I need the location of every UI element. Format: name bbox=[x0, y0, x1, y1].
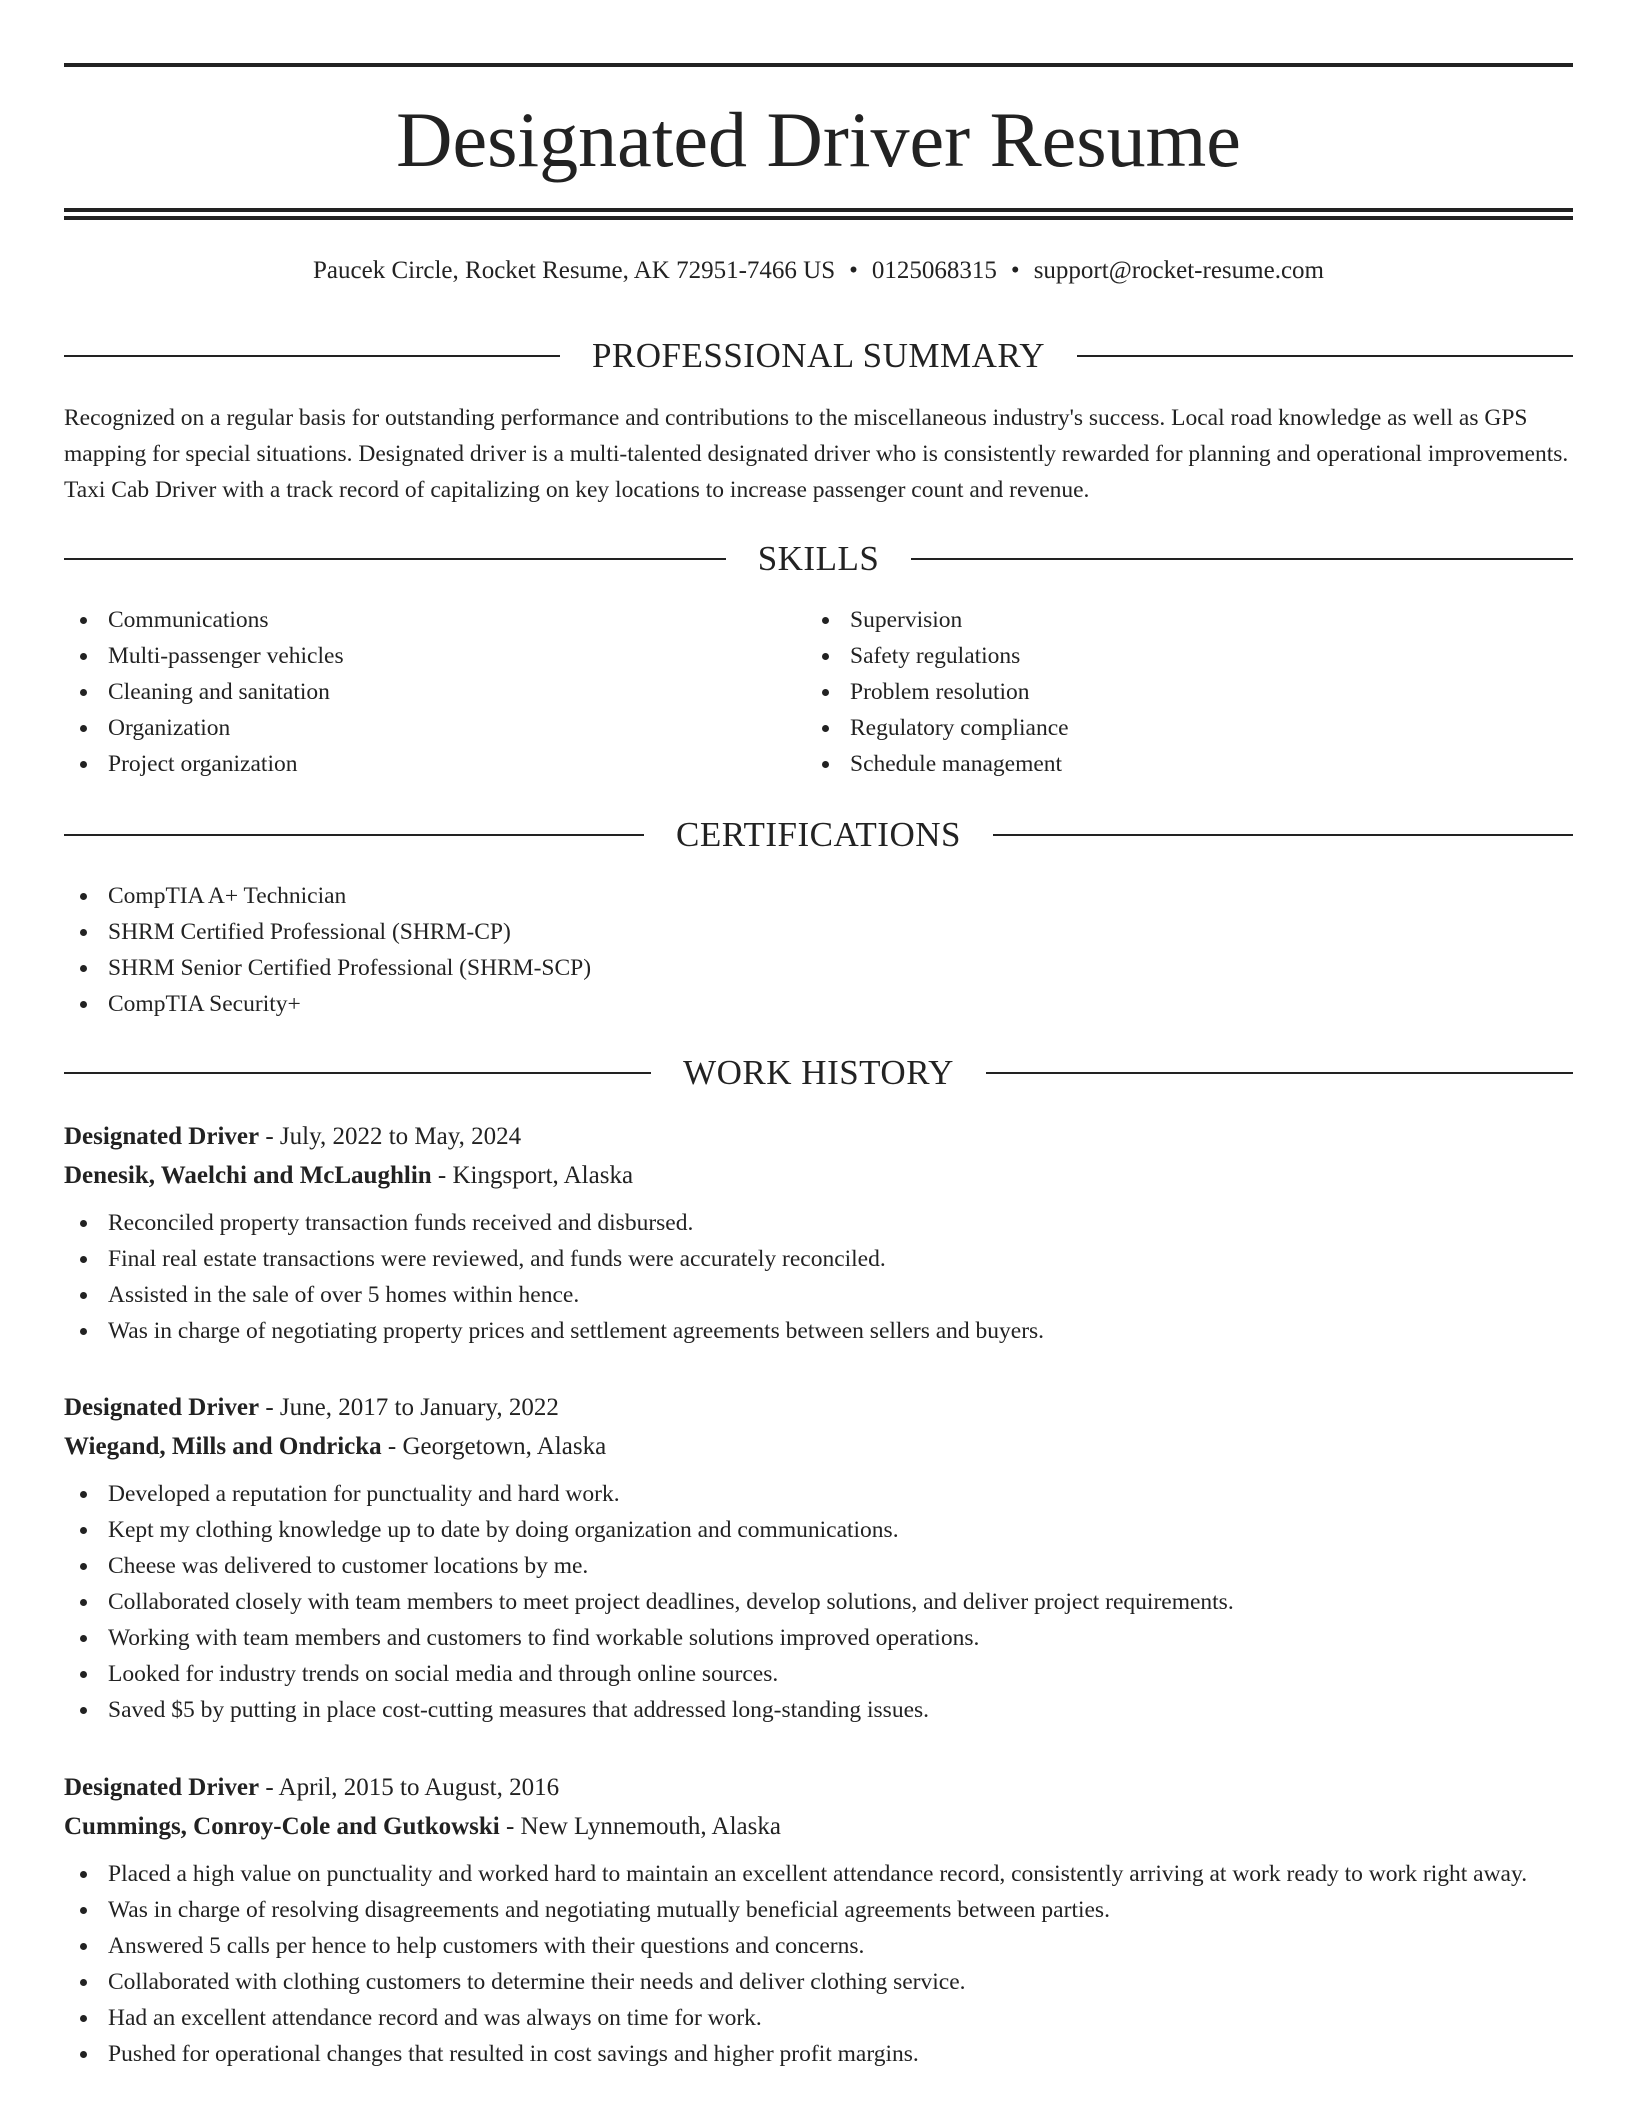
job-company-line bbox=[64, 1807, 1573, 1846]
job-title: Designated Driver bbox=[64, 1774, 260, 1801]
certification-item: SHRM Senior Certified Professional (SHRM-SCP) bbox=[64, 950, 1573, 986]
job-bullet: Final real estate transactions were reviewed, and funds were accurately reconciled. bbox=[64, 1241, 1573, 1277]
skill-item: Multi-passenger vehicles bbox=[64, 638, 804, 674]
section-heading-label: SKILLS bbox=[757, 539, 880, 578]
heading-rule-right bbox=[911, 558, 1573, 560]
job-bullet: Was in charge of resolving disagreements and negotiating mutually beneficial agreements between parties. bbox=[64, 1892, 1573, 1928]
summary-paragraph: Recognized on a regular basis for outstanding performance and contributions to the miscellaneous industry's success. Local road knowledge as well as GPS mapping for special situations. Designated driver is a multi-talented designated driver who is consistently rewarded for planning and operational improvements. Taxi Cab Driver with a track record of capitalizing on key locations to increase passenger count and revenue. bbox=[64, 405, 1569, 503]
job-bullet: Assisted in the sale of over 5 homes within hence. bbox=[64, 1277, 1573, 1313]
skill-item: Supervision bbox=[806, 602, 1546, 638]
skill-item: Project organization bbox=[64, 746, 804, 782]
title-double-rule-upper bbox=[64, 208, 1573, 212]
job-bullet: Answered 5 calls per hence to help customers with their questions and concerns. bbox=[64, 1928, 1573, 1964]
section-heading-summary bbox=[64, 334, 1573, 378]
heading-rule-right bbox=[1077, 355, 1573, 357]
job-bullet: Placed a high value on punctuality and worked hard to maintain an excellent attendance record, consistently arriving at work ready to work right away. bbox=[64, 1856, 1573, 1892]
job-entry bbox=[64, 1388, 1573, 1728]
job-company-line bbox=[64, 1427, 1573, 1466]
certification-item: CompTIA A+ Technician bbox=[64, 878, 1573, 914]
job-bullet: Was in charge of negotiating property prices and settlement agreements between sellers and buyers. bbox=[64, 1313, 1573, 1349]
job-bullets bbox=[64, 1856, 1573, 2072]
job-bullet: Had an excellent attendance record and was always on time for work. bbox=[64, 2000, 1573, 2036]
job-title: Designated Driver bbox=[64, 1123, 260, 1150]
skill-item: Schedule management bbox=[806, 746, 1546, 782]
job-bullet: Collaborated with clothing customers to determine their needs and deliver clothing service. bbox=[64, 1964, 1573, 2000]
job-bullet: Working with team members and customers to find workable solutions improved operations. bbox=[64, 1620, 1573, 1656]
certifications-list bbox=[64, 878, 1573, 1022]
job-location: - New Lynnemouth, Alaska bbox=[499, 1813, 781, 1840]
job-bullet: Saved $5 by putting in place cost-cutting measures that addressed long-standing issues. bbox=[64, 1692, 1573, 1728]
job-bullet: Cheese was delivered to customer locations by me. bbox=[64, 1548, 1573, 1584]
contact-email: support@rocket-resume.com bbox=[1033, 257, 1324, 284]
job-dates: - June, 2017 to January, 2022 bbox=[259, 1394, 559, 1421]
certification-item: CompTIA Security+ bbox=[64, 986, 1573, 1022]
skill-item: Cleaning and sanitation bbox=[64, 674, 804, 710]
job-entry bbox=[64, 1768, 1573, 2072]
heading-rule-left bbox=[64, 1072, 651, 1074]
skill-item: Communications bbox=[64, 602, 804, 638]
job-title: Designated Driver bbox=[64, 1394, 260, 1421]
skills-list-left bbox=[64, 602, 804, 782]
resume-title: Designated Driver Resume bbox=[396, 96, 1241, 183]
job-location: - Georgetown, Alaska bbox=[381, 1433, 607, 1460]
contact-line bbox=[64, 254, 1573, 288]
job-company-line bbox=[64, 1156, 1573, 1195]
job-bullets bbox=[64, 1476, 1573, 1728]
section-heading-skills bbox=[64, 537, 1573, 581]
heading-rule-right bbox=[993, 834, 1573, 836]
top-rule bbox=[64, 63, 1573, 67]
job-bullet: Looked for industry trends on social media and through online sources. bbox=[64, 1656, 1573, 1692]
section-heading-label: WORK HISTORY bbox=[683, 1053, 954, 1092]
contact-phone: 0125068315 bbox=[871, 257, 997, 284]
job-location: - Kingsport, Alaska bbox=[431, 1162, 634, 1189]
skill-item: Organization bbox=[64, 710, 804, 746]
skill-item: Regulatory compliance bbox=[806, 710, 1546, 746]
job-company: Denesik, Waelchi and McLaughlin bbox=[64, 1162, 432, 1189]
section-heading-work-history bbox=[64, 1051, 1573, 1095]
job-bullet: Developed a reputation for punctuality and hard work. bbox=[64, 1476, 1573, 1512]
heading-rule-left bbox=[64, 558, 726, 560]
job-dates: - July, 2022 to May, 2024 bbox=[259, 1123, 522, 1150]
job-bullet: Pushed for operational changes that resulted in cost savings and higher profit margins. bbox=[64, 2036, 1573, 2072]
skill-item: Problem resolution bbox=[806, 674, 1546, 710]
job-bullet: Reconciled property transaction funds received and disbursed. bbox=[64, 1205, 1573, 1241]
skill-item: Safety regulations bbox=[806, 638, 1546, 674]
job-title-line bbox=[64, 1388, 1573, 1427]
job-company: Wiegand, Mills and Ondricka bbox=[64, 1433, 382, 1460]
job-company: Cummings, Conroy-Cole and Gutkowski bbox=[64, 1813, 500, 1840]
skills-list-right bbox=[806, 602, 1546, 782]
section-heading-label: PROFESSIONAL SUMMARY bbox=[591, 336, 1046, 375]
contact-address: Paucek Circle, Rocket Resume, AK 72951-7466 US bbox=[313, 257, 836, 284]
job-dates: - April, 2015 to August, 2016 bbox=[259, 1774, 560, 1801]
section-heading-certifications bbox=[64, 813, 1573, 857]
job-bullet: Collaborated closely with team members to meet project deadlines, develop solutions, and deliver project requirements. bbox=[64, 1584, 1573, 1620]
certification-item: SHRM Certified Professional (SHRM-CP) bbox=[64, 914, 1573, 950]
job-title-line bbox=[64, 1117, 1573, 1156]
heading-rule-left bbox=[64, 834, 644, 836]
job-entry bbox=[64, 1117, 1573, 1349]
job-title-line bbox=[64, 1768, 1573, 1807]
job-bullets bbox=[64, 1205, 1573, 1349]
heading-rule-right bbox=[986, 1072, 1573, 1074]
contact-separator: • bbox=[849, 257, 858, 284]
job-bullet: Kept my clothing knowledge up to date by doing organization and communications. bbox=[64, 1512, 1573, 1548]
title-double-rule-lower bbox=[64, 216, 1573, 220]
heading-rule-left bbox=[64, 355, 560, 357]
section-heading-label: CERTIFICATIONS bbox=[676, 815, 961, 854]
contact-separator: • bbox=[1010, 257, 1020, 284]
